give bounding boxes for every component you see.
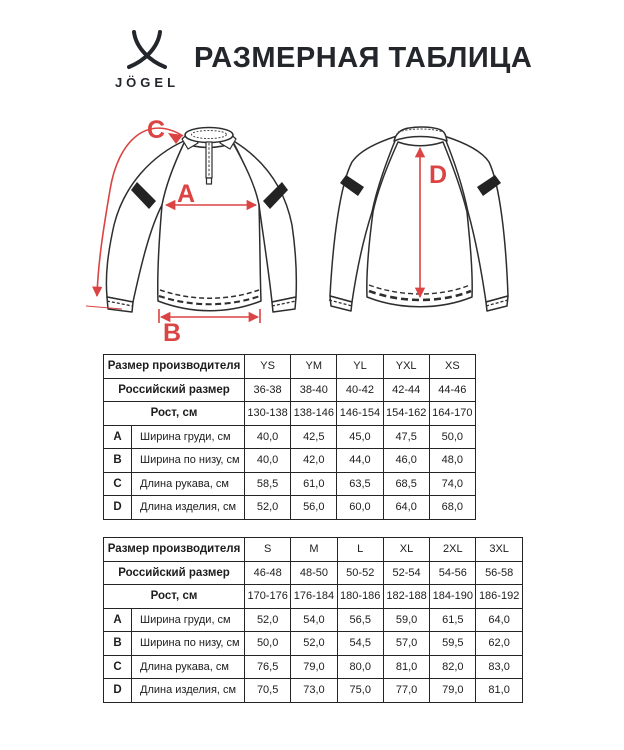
measure-row xyxy=(104,496,476,520)
measure-key: D xyxy=(104,679,132,703)
size-value: 44-46 xyxy=(429,378,475,402)
size-value: 176-184 xyxy=(291,585,337,609)
measure-value: 42,5 xyxy=(291,425,337,449)
measure-value: 46,0 xyxy=(383,449,429,473)
table-header-row xyxy=(104,585,523,609)
size-value: YL xyxy=(337,355,383,379)
label-a: A xyxy=(176,180,196,208)
table-header-row xyxy=(104,561,523,585)
size-value: M xyxy=(291,538,337,562)
measure-value: 60,0 xyxy=(337,496,383,520)
measure-key: D xyxy=(104,496,132,520)
measure-row xyxy=(104,425,476,449)
size-value: 38-40 xyxy=(291,378,337,402)
measure-value: 58,5 xyxy=(245,472,291,496)
measure-value: 40,0 xyxy=(245,425,291,449)
size-value: XL xyxy=(383,538,429,562)
front-view-diagram xyxy=(106,128,296,313)
measure-value: 79,0 xyxy=(430,679,476,703)
header-label: Российский размер xyxy=(104,561,245,585)
measure-value: 57,0 xyxy=(383,632,429,656)
measure-name: Ширина по низу, см xyxy=(132,632,245,656)
measure-value: 47,5 xyxy=(383,425,429,449)
measure-value: 50,0 xyxy=(429,425,475,449)
size-value: 48-50 xyxy=(291,561,337,585)
measure-row xyxy=(104,608,523,632)
size-table-youth xyxy=(103,354,476,520)
size-value: 180-186 xyxy=(337,585,383,609)
size-table-adult xyxy=(103,537,523,703)
size-value: YS xyxy=(245,355,291,379)
measure-key: C xyxy=(104,655,132,679)
measure-value: 81,0 xyxy=(383,655,429,679)
measure-row xyxy=(104,472,476,496)
measure-value: 56,5 xyxy=(337,608,383,632)
label-d: D xyxy=(428,161,448,189)
measure-row xyxy=(104,679,523,703)
size-value: 154-162 xyxy=(383,402,429,426)
label-c: C xyxy=(146,116,166,144)
measure-value: 50,0 xyxy=(245,632,291,656)
header-label: Рост, см xyxy=(104,402,245,426)
measure-row xyxy=(104,632,523,656)
measure-value: 59,5 xyxy=(430,632,476,656)
measure-value: 44,0 xyxy=(337,449,383,473)
size-value: 52-54 xyxy=(383,561,429,585)
header-label: Российский размер xyxy=(104,378,245,402)
measure-value: 73,0 xyxy=(291,679,337,703)
size-value: 138-146 xyxy=(291,402,337,426)
measure-value: 56,0 xyxy=(291,496,337,520)
brand-name: JÖGEL xyxy=(114,75,180,90)
measure-value: 63,5 xyxy=(337,472,383,496)
header-label: Рост, см xyxy=(104,585,245,609)
measure-value: 76,5 xyxy=(245,655,291,679)
measure-key: B xyxy=(104,632,132,656)
page-title: РАЗМЕРНАЯ ТАБЛИЦА xyxy=(194,42,533,74)
measure-value: 68,5 xyxy=(383,472,429,496)
measure-value: 48,0 xyxy=(429,449,475,473)
size-value: 56-58 xyxy=(476,561,522,585)
measure-row xyxy=(104,655,523,679)
measure-name: Ширина груди, см xyxy=(132,608,245,632)
measure-value: 75,0 xyxy=(337,679,383,703)
measure-name: Длина изделия, см xyxy=(132,679,245,703)
measure-value: 52,0 xyxy=(291,632,337,656)
size-value: 2XL xyxy=(430,538,476,562)
measure-key: C xyxy=(104,472,132,496)
measure-key: A xyxy=(104,425,132,449)
header-label: Размер производителя xyxy=(104,355,245,379)
measure-value: 74,0 xyxy=(429,472,475,496)
measure-row xyxy=(104,449,476,473)
measure-name: Длина рукава, см xyxy=(132,472,245,496)
measure-value: 42,0 xyxy=(291,449,337,473)
size-value: 54-56 xyxy=(430,561,476,585)
measure-value: 80,0 xyxy=(337,655,383,679)
size-value: 164-170 xyxy=(429,402,475,426)
size-value: 50-52 xyxy=(337,561,383,585)
table-header-row xyxy=(104,402,476,426)
measure-value: 70,5 xyxy=(245,679,291,703)
size-value: S xyxy=(245,538,291,562)
measure-value: 68,0 xyxy=(429,496,475,520)
header-label: Размер производителя xyxy=(104,538,245,562)
table-header-row xyxy=(104,538,523,562)
measure-value: 64,0 xyxy=(383,496,429,520)
garment-diagrams xyxy=(0,112,624,352)
measure-name: Длина рукава, см xyxy=(132,655,245,679)
size-value: 182-188 xyxy=(383,585,429,609)
back-view-diagram xyxy=(329,127,508,311)
measure-name: Длина изделия, см xyxy=(132,496,245,520)
measure-value: 40,0 xyxy=(245,449,291,473)
size-value: 42-44 xyxy=(383,378,429,402)
measure-name: Ширина по низу, см xyxy=(132,449,245,473)
size-value: 40-42 xyxy=(337,378,383,402)
measure-key: B xyxy=(104,449,132,473)
measure-key: A xyxy=(104,608,132,632)
size-value: 146-154 xyxy=(337,402,383,426)
measure-value: 81,0 xyxy=(476,679,522,703)
measure-value: 82,0 xyxy=(430,655,476,679)
size-value: 184-190 xyxy=(430,585,476,609)
measure-value: 79,0 xyxy=(291,655,337,679)
measure-value: 54,0 xyxy=(291,608,337,632)
measure-value: 59,0 xyxy=(383,608,429,632)
size-value: YXL xyxy=(383,355,429,379)
measure-value: 77,0 xyxy=(383,679,429,703)
jogel-logo-icon xyxy=(125,30,169,72)
brand-logo xyxy=(108,30,186,90)
label-b: B xyxy=(162,319,182,347)
garment-diagram-svg xyxy=(0,112,624,352)
size-value: XS xyxy=(429,355,475,379)
measure-value: 54,5 xyxy=(337,632,383,656)
measure-value: 45,0 xyxy=(337,425,383,449)
table-header-row xyxy=(104,355,476,379)
measure-value: 64,0 xyxy=(476,608,522,632)
size-value: 36-38 xyxy=(245,378,291,402)
size-value: L xyxy=(337,538,383,562)
measure-name: Ширина груди, см xyxy=(132,425,245,449)
size-value: 130-138 xyxy=(245,402,291,426)
size-value: 3XL xyxy=(476,538,522,562)
size-value: 186-192 xyxy=(476,585,522,609)
measure-value: 52,0 xyxy=(245,608,291,632)
measure-value: 83,0 xyxy=(476,655,522,679)
table-header-row xyxy=(104,378,476,402)
size-value: YM xyxy=(291,355,337,379)
measure-value: 62,0 xyxy=(476,632,522,656)
size-value: 170-176 xyxy=(245,585,291,609)
measure-value: 61,0 xyxy=(291,472,337,496)
measure-value: 61,5 xyxy=(430,608,476,632)
measure-value: 52,0 xyxy=(245,496,291,520)
size-value: 46-48 xyxy=(245,561,291,585)
